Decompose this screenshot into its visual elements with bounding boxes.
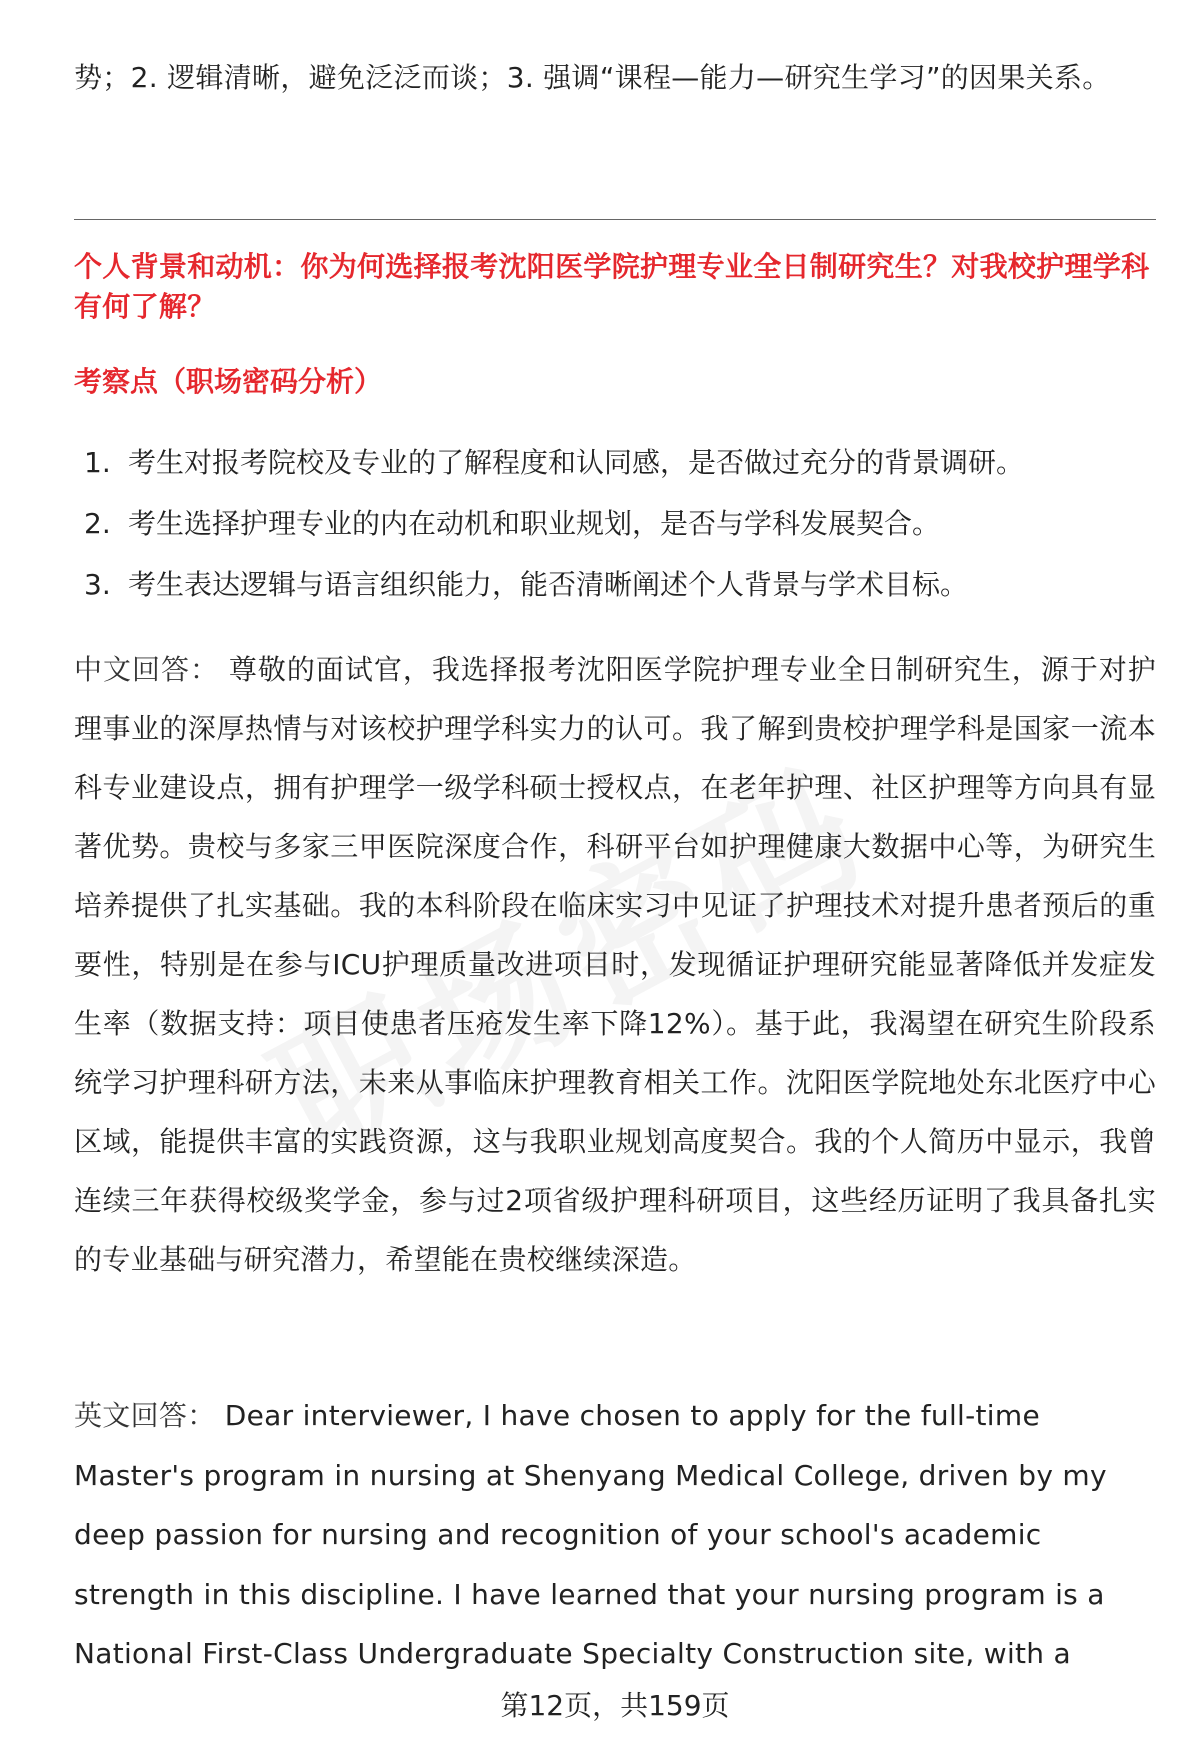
english-answer-text: Dear interviewer, I have chosen to apply for the full-time Master's program in nursing at Shenyang Medical College, driven by my deep passion for nursing and recognition of your school's academic strength in this discipline. I have learned that your nursing program is a National First-Class Undergraduate Specialty Construction site, with a: [74, 1399, 1107, 1670]
chinese-answer-text: 尊敬的面试官，我选择报考沈阳医学院护理专业全日制研究生，源于对护理事业的深厚热情与对该校护理学科实力的认可。我了解到贵校护理学科是国家一流本科专业建设点，拥有护理学一级学科硕士授权点，在老年护理、社区护理等方向具有显著优势。贵校与多家三甲医院深度合作，科研平台如护理健康大数据中心等，为研究生培养提供了扎实基础。我的本科阶段在临床实习中见证了护理技术对提升患者预后的重要性，特别是在参与ICU护理质量改进项目时，发现循证护理研究能显著降低并发症发生率（数据支持：项目使患者压疮发生率下降12%）。基于此，我渴望在研究生阶段系统学习护理科研方法，未来从事临床护理教育相关工作。沈阳医学院地处东北医疗中心区域，能提供丰富的实践资源，这与我职业规划高度契合。我的个人简历中显示，我曾连续三年获得校级奖学金，参与过2项省级护理科研项目，这些经历证明了我具备扎实的专业基础与研究潜力，希望能在贵校继续深造。: [74, 653, 1157, 1276]
list-item-text: 考生表达逻辑与语言组织能力，能否清晰阐述个人背景与学术目标。: [128, 568, 969, 601]
focus-points-list: [84, 432, 1156, 615]
document-page: [74, 0, 1156, 1755]
list-item-number: 3.: [84, 568, 111, 601]
focus-heading: 考察点（职场密码分析）: [74, 365, 383, 398]
list-item-number: 1.: [84, 446, 111, 479]
page-number-footer: 第12页，共159页: [500, 1689, 730, 1722]
list-item: [84, 432, 1156, 493]
section-divider: [74, 219, 1156, 220]
english-answer-label: 英文回答：: [74, 1399, 216, 1432]
english-answer-paragraph: [74, 1386, 1156, 1684]
chinese-answer-label: 中文回答：: [74, 653, 219, 686]
list-item: [84, 493, 1156, 554]
list-item-text: 考生对报考院校及专业的了解程度和认同感，是否做过充分的背景调研。: [128, 446, 1025, 479]
question-heading: 个人背景和动机：你为何选择报考沈阳医学院护理专业全日制研究生？对我校护理学科有何了解？: [74, 250, 1150, 323]
list-item: [84, 554, 1156, 615]
chinese-answer-paragraph: [74, 640, 1156, 1289]
intro-tail-paragraph: 势；2. 逻辑清晰，避免泛泛而谈；3. 强调“课程—能力—研究生学习”的因果关系。: [74, 61, 1111, 94]
list-item-text: 考生选择护理专业的内在动机和职业规划，是否与学科发展契合。: [128, 507, 941, 540]
list-item-number: 2.: [84, 507, 111, 540]
